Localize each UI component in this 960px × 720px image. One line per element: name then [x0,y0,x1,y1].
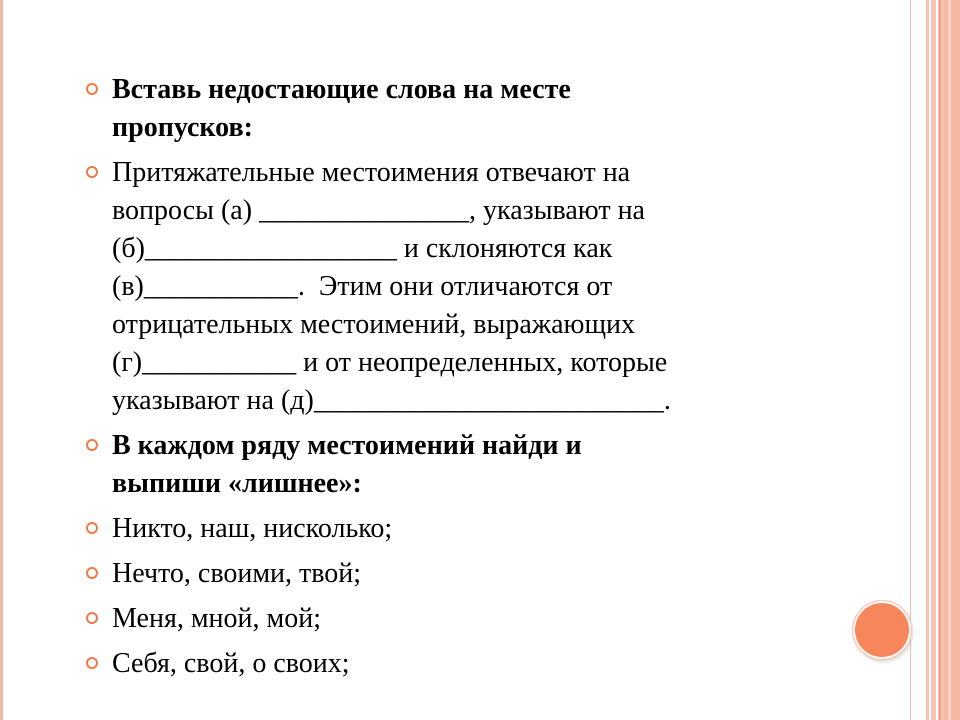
list-item-row-3 [84,600,804,638]
bullet-circle-icon [86,657,98,669]
list-item-paragraph [84,154,804,420]
item-line: указывают на (д)_________________________. [112,385,671,416]
bullet-circle-icon [86,439,98,451]
frame-divider-line [910,0,911,720]
slide-content [84,71,804,690]
list-item-task-2 [84,427,804,503]
item-line: Вставь недостающие слова на месте [112,74,571,105]
item-line: В каждом ряду местоимений найди и [112,430,582,461]
bullet-circle-icon [86,612,98,624]
item-line: вопросы (а) _______________, указывают на [112,195,645,226]
item-line: Никто, наш, нисколько; [112,513,393,544]
item-line: (в)___________. Этим они отличаются от [112,271,613,302]
left-frame-stripe [0,0,3,720]
list-item-row-1 [84,510,804,548]
item-line: выпиши «лишнее»: [112,468,362,499]
right-frame-stripes [926,0,960,720]
bullet-circle-icon [86,166,98,178]
decorative-circle [852,600,912,660]
item-line: (б)__________________ и склоняются как [112,233,613,264]
item-line: (г)___________ и от неопределенных, которые [112,347,668,378]
item-line: Притяжательные местоимения отвечают на [112,157,631,188]
list-item-task-1 [84,71,804,147]
bullet-circle-icon [86,83,98,95]
list-item-row-4 [84,645,804,683]
item-line: Себя, свой, о своих; [112,648,350,679]
bullet-circle-icon [86,567,98,579]
list-item-row-2 [84,555,804,593]
item-line: отрицательных местоимений, выражающих [112,309,636,340]
item-line: Меня, мной, мой; [112,603,321,634]
bullet-circle-icon [86,522,98,534]
item-line: пропусков: [112,112,253,143]
item-line: Нечто, своими, твой; [112,558,362,589]
